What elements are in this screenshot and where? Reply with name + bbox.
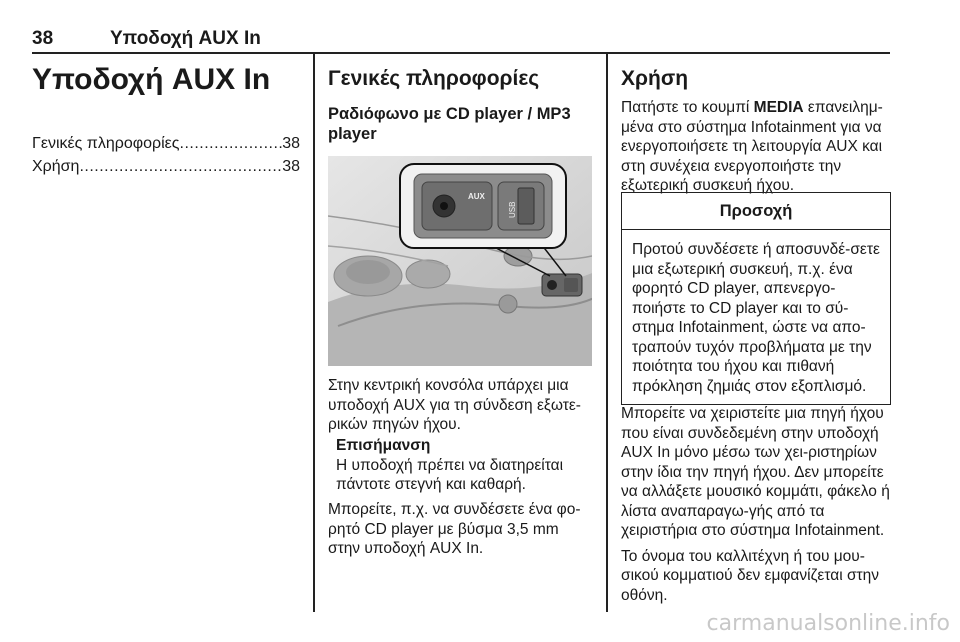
media-button-label: MEDIA: [753, 99, 804, 116]
section-heading-general: Γενικές πληροφορίες: [328, 67, 540, 90]
column-usage: [621, 56, 891, 616]
usage-intro: [621, 98, 891, 196]
toc-page: 38: [282, 135, 300, 152]
console-drawing: [328, 156, 592, 366]
toc-page: 38: [282, 158, 300, 175]
intro-after: επανειλημ-μένα στο σύστημα Infotainment για να ενεργοποιήσετε τη λειτουργία AUX και στη συνέχεια ενεργοποιήστε την εξωτερική συσκευή ήχου.: [621, 99, 883, 194]
page-header: [32, 26, 890, 52]
note-text: Η υποδοχή πρέπει να διατηρείται πάντοτε στεγνή και καθαρή.: [336, 456, 564, 493]
column-toc: [32, 56, 300, 178]
page-number: 38: [32, 28, 54, 49]
aux-label-text: AUX: [468, 192, 485, 201]
connection-paragraph: [328, 500, 592, 559]
intro-before: Πατήστε το κουμπί: [621, 99, 754, 116]
running-title: Υποδοχή AUX In: [110, 28, 261, 49]
table-of-contents: [32, 132, 300, 178]
usage-paragraph-1: Μπορείτε να χειριστείτε μια πηγή ήχου που είναι συνδεδεμένη στην υποδοχή AUX In μόνο μέσω των χει-ριστηρίων στην ίδια την πηγή ήχου. Δεν μπορείτε να αλλάξετε μουσικό κομμάτι, φάκελο ή λίστα αναπαραγω-γής από τα χειριστήρια στο σύστημα Infotainment.: [621, 405, 890, 539]
note-title: Επισήμανση: [336, 437, 431, 454]
column-divider-2: [606, 52, 608, 612]
toc-leader: [79, 155, 282, 178]
caution-box: [621, 192, 891, 405]
header-rule: [32, 52, 890, 54]
connection-text: Μπορείτε, π.χ. να συνδέσετε ένα φο-ρητό CD player με βύσμα 3,5 mm στην υποδοχή AUX In.: [328, 501, 581, 557]
usb-label-text: USB: [508, 201, 517, 218]
note-box: [336, 436, 592, 495]
toc-entry-usage[interactable]: [32, 155, 300, 178]
toc-entry-general[interactable]: [32, 132, 300, 155]
chapter-title: Υποδοχή AUX In: [32, 63, 271, 96]
section-heading-usage: Χρήση: [621, 67, 689, 90]
aux-socket-illustration: [328, 156, 592, 366]
usage-details: [621, 404, 893, 605]
subheading-radio: Ραδιόφωνο με CD player / MP3 player: [328, 105, 571, 143]
watermark: carmanualsonline.info: [706, 611, 950, 636]
caution-title: Προσοχή: [622, 193, 890, 230]
toc-leader: [180, 132, 283, 155]
caution-text: Προτού συνδέσετε ή αποσυνδέ-σετε μια εξωτερική συσκευή, π.χ. ένα φορητό CD player, απενεργο-ποιήστε το CD player και το σύ-στημα Infotainment, ώστε να απο-τραπούν τυχόν προβλήματα με την ποιότητα του ήχου και πιθανή πρόκληση ζημιάς στον εξοπλισμό.: [632, 241, 880, 395]
intro-text: Στην κεντρική κονσόλα υπάρχει μια υποδοχή AUX για τη σύνδεση εξωτε-ρικών πηγών ήχου.: [328, 377, 581, 433]
column-divider-1: [313, 52, 315, 612]
usage-paragraph-2: Το όνομα του καλλιτέχνη ή του μου-σικού κομματιού δεν εμφανίζεται στην οθόνη.: [621, 547, 880, 604]
column-general: [328, 56, 592, 616]
toc-label: Γενικές πληροφορίες: [32, 135, 180, 152]
toc-label: Χρήση: [32, 158, 80, 175]
intro-paragraph: [328, 376, 592, 435]
